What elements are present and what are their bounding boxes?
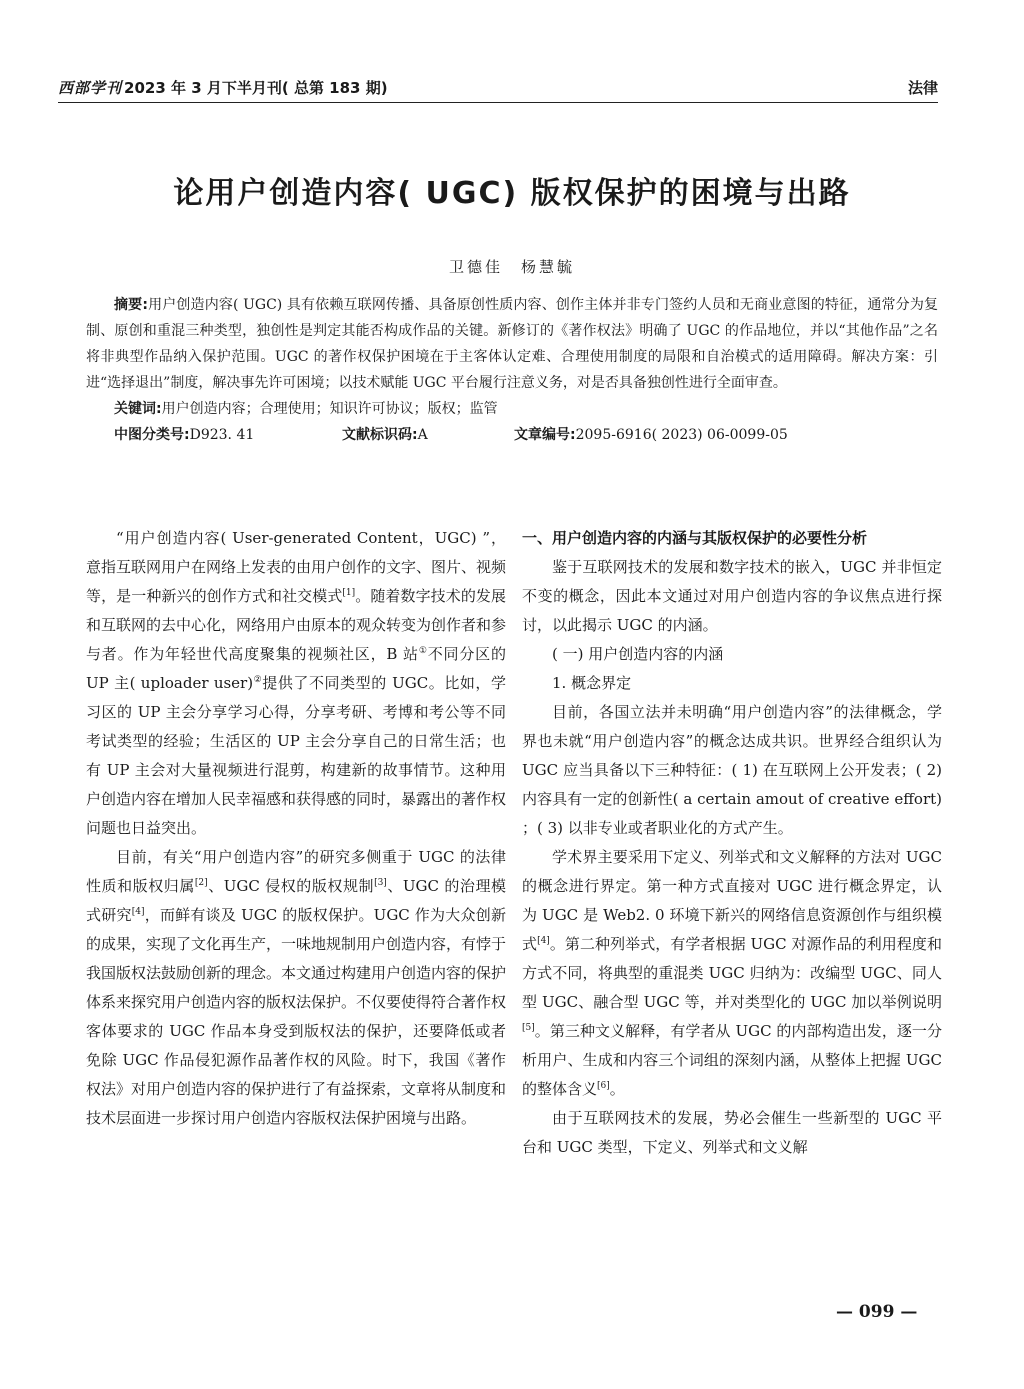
- journal-logo: 西部学刊: [58, 79, 123, 97]
- keywords-label: 关键词:: [114, 401, 162, 417]
- text-run: “用户创造内容( User-generated Content，UGC) ”，意指互联网用户在网络上发表的由用户创作的文字、图片、视频等，是一种新兴的创作方式和社交模式: [86, 529, 507, 605]
- citation: [5]: [522, 1023, 535, 1033]
- text-run: 学术界主要采用下定义、列举式和文义解释的方法对 UGC 的概念进行界定。第一种方式直接对 UGC 进行概念界定，认为 UGC 是 Web2. 0 环境下新兴的网络信息资源创作与组织模式: [522, 848, 942, 953]
- doc-label: 文献标识码:: [342, 427, 418, 443]
- text-run: 目前，有关“用户创造内容”的研究多侧重于 UGC 的法律性质和版权归属: [86, 848, 506, 895]
- classification-row: [114, 422, 938, 448]
- citation: [2]: [194, 878, 208, 888]
- paragraph: [86, 524, 506, 843]
- paragraph: 由于互联网技术的发展，势必会催生一些新型的 UGC 平台和 UGC 类型，下定义、列举式和文义解: [522, 1109, 942, 1156]
- citation: [4]: [537, 936, 550, 946]
- clc-value: D923. 41: [189, 427, 255, 443]
- header-left: [58, 77, 388, 98]
- subsubsection-heading: 1. 概念界定: [552, 674, 632, 692]
- keywords: [86, 396, 938, 422]
- section-heading: 一、用户创造内容的内涵与其版权保护的必要性分析: [522, 529, 868, 547]
- issue-info: 2023 年 3 月下半月刊( 总第 183 期): [124, 79, 388, 97]
- paragraph: [522, 843, 942, 1104]
- citation: [1]: [342, 588, 356, 598]
- text-run: 。随着数字技术的发展和互联网的去中心化，网络用户由原本的观众转变为创作者和参与者。作为年轻世代高度聚集的视频社区，B 站: [86, 587, 507, 663]
- authors: 卫德佳 杨慧毓: [448, 258, 575, 276]
- text-run: 、UGC 的治理模式研究: [86, 877, 507, 924]
- page-number: — 099 —: [836, 1302, 918, 1322]
- text-run: ，而鲜有谈及 UGC 的版权保护。UGC 作为大众创新的成果，实现了文化再生产，一味地规制用户创造内容，有悖于我国版权法鼓励创新的理念。本文通过构建用户创造内容的保护体系来探究用户创造内容的版权法保护。不仅要使得符合著作权客体要求的 UGC 作品本身受到版权法的保护，还要降低或者免除 UGC 作品侵犯源作品著作权的风险。时下，我国《著作权法》对用户创造内容的保护进行了有益探索，文章将从制度和技术层面进一步探讨用户创造内容版权法保护困境与出路。: [86, 906, 507, 1127]
- clc-label: 中图分类号:: [114, 427, 190, 443]
- citation: [4]: [131, 907, 145, 917]
- doc-value: A: [417, 427, 428, 443]
- right-column: [522, 524, 942, 1162]
- left-column: [86, 524, 506, 1133]
- subsection-heading: ( 一) 用户创造内容的内涵: [552, 645, 724, 663]
- footnote-marker: ②: [253, 675, 263, 685]
- clc-number: [114, 422, 342, 448]
- text-run: 不同分区的 UP 主( uploader user): [86, 645, 506, 692]
- paragraph: 鉴于互联网技术的发展和数字技术的嵌入，UGC 并非恒定不变的概念，因此本文通过对用户创造内容的争议焦点进行探讨，以此揭示 UGC 的内涵。: [522, 558, 942, 634]
- text-run: 、UGC 侵权的版权规制: [207, 877, 375, 895]
- header-rule: [58, 102, 938, 103]
- text-run: 提供了不同类型的 UGC。比如，学习区的 UP 主会分享学习心得，分享考研、考博和考公等不同考试类型的经验；生活区的 UP 主会分享自己的日常生活；也有 UP 主会对大量视频进行混剪，构建新的故事情节。这种用户创造内容在增加人民幸福感和获得感的同时，暴露出的著作权问题也日益突出。: [86, 674, 507, 837]
- citation: [6]: [597, 1081, 610, 1091]
- article-value: 2095-6916( 2023) 06-0099-05: [575, 427, 788, 443]
- article-number: [514, 422, 788, 448]
- text-run: 。: [609, 1080, 625, 1098]
- running-header: [58, 70, 938, 98]
- abstract-text: 用户创造内容( UGC) 具有依赖互联网传播、具备原创性质内容、创作主体并非专门签约人员和无商业意图的特征，通常分为复制、原创和重混三种类型，独创性是判定其能否构成作品的关键。新修订的《著作权法》明确了 UGC 的作品地位，并以“其他作品”之名将非典型作品纳入保护范围。UGC 的著作权保护困境在于主客体认定难、合理使用制度的局限和自治模式的适用障碍。解决方案：引进“选择退出”制度，解决事先许可困境；以技术赋能 UGC 平台履行注意义务，对是否具备独创性进行全面审查。: [86, 297, 938, 391]
- doc-code: [342, 422, 514, 448]
- citation: [3]: [374, 878, 387, 888]
- text-run: 。第二种列举式，有学者根据 UGC 对源作品的利用程度和方式不同，将典型的重混类 UGC 归纳为：改编型 UGC、同人型 UGC、融合型 UGC 等，并对类型化的 UGC 加以举例说明: [522, 935, 942, 1011]
- abstract: [86, 292, 938, 396]
- section-name: 法律: [907, 79, 938, 97]
- abstract-label: 摘要:: [114, 297, 148, 313]
- footnote-marker: ①: [418, 646, 428, 656]
- text-run: 。第三种文义解释，有学者从 UGC 的内部构造出发，逐一分析用户、生成和内容三个词组的深刻内涵，从整体上把握 UGC 的整体含义: [522, 1022, 942, 1098]
- abstract-block: [86, 292, 938, 448]
- paragraph: 目前，各国立法并未明确“用户创造内容”的法律概念，学界也未就“用户创造内容”的概念达成共识。世界经合组织认为 UGC 应当具备以下三种特征：( 1) 在互联网上公开发表；( 2) 内容具有一定的创新性( a certain amout of creative effort) ；( 3) 以非专业或者职业化的方式产生。: [522, 703, 942, 837]
- paragraph: [86, 843, 506, 1133]
- article-label: 文章编号:: [514, 427, 576, 443]
- paper-title: 论用户创造内容( UGC) 版权保护的困境与出路: [173, 176, 851, 211]
- keywords-text: 用户创造内容；合理使用；知识许可协议；版权；监管: [161, 401, 498, 417]
